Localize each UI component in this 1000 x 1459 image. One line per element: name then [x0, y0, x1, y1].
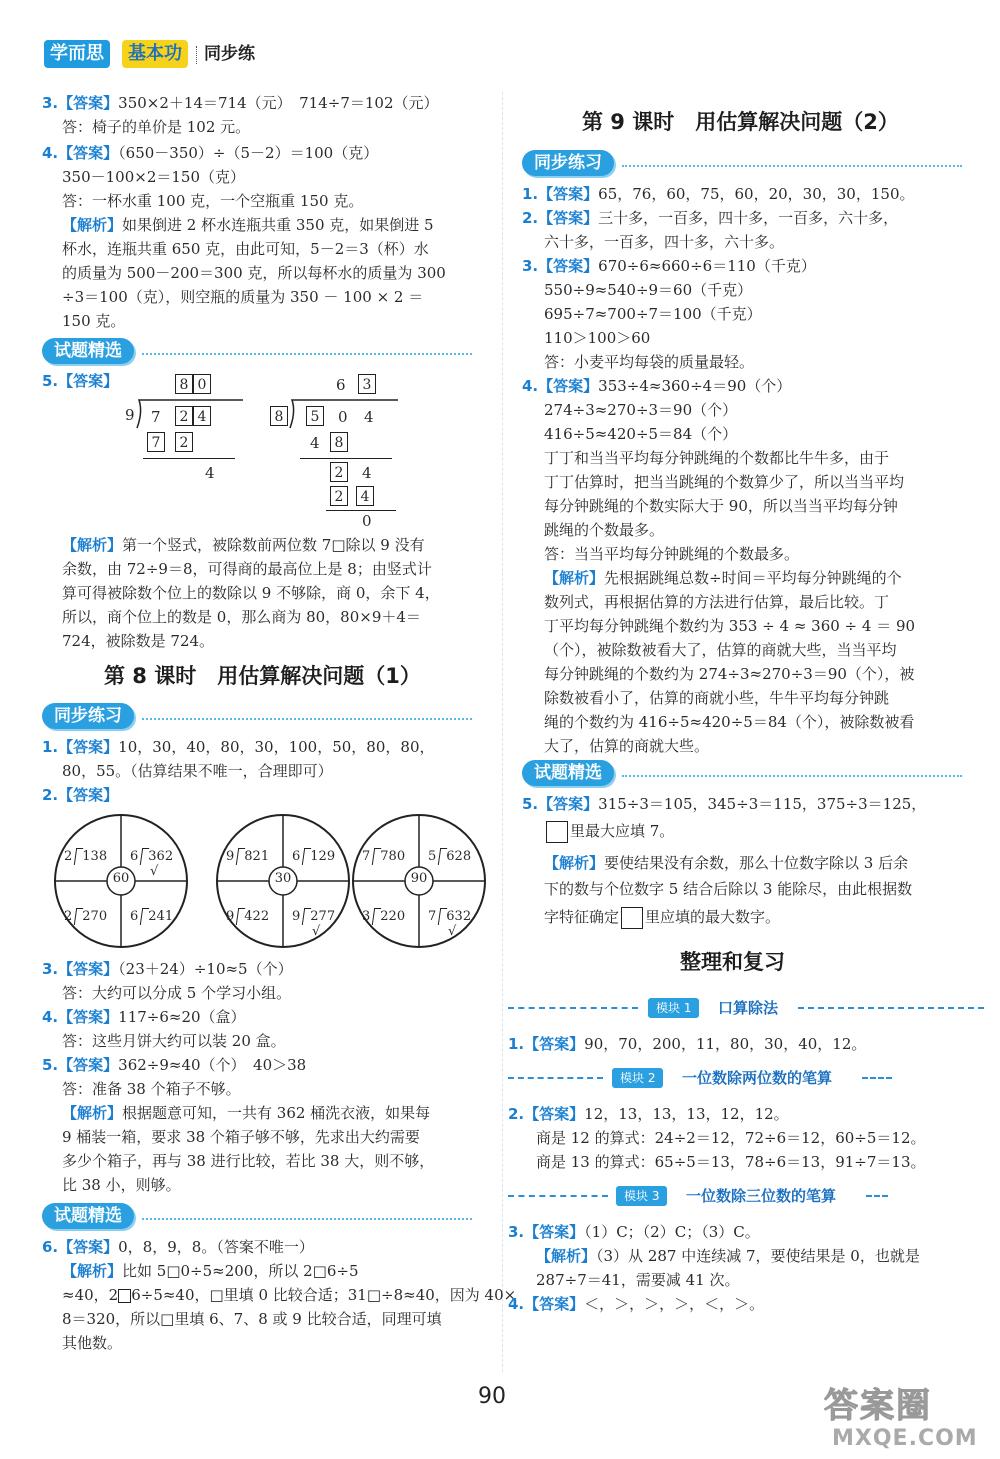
- explanation: [62, 534, 425, 556]
- explanation-text: 724，被除数是 724。: [62, 632, 215, 650]
- digit-box: 3: [358, 374, 376, 394]
- answer-tag: 【答案】: [58, 144, 119, 162]
- answer-5: [42, 1054, 306, 1076]
- division-line: [300, 458, 392, 459]
- answer-5: [42, 370, 118, 392]
- division-line: [143, 458, 235, 459]
- divisor: 7: [428, 909, 437, 924]
- division-cell: [226, 848, 269, 865]
- answer-2: [522, 207, 898, 229]
- digit-box: 5: [306, 406, 324, 426]
- answer-tag: 【答案】: [58, 960, 119, 978]
- explanation-text: 比如 5□0÷5≈200，所以 2□6÷5: [122, 1262, 359, 1280]
- explanation-text: 下的数与个位数字 5 结合后除以 3 能除尽，由此根据数: [544, 880, 913, 898]
- dividend: 270: [82, 909, 108, 924]
- explanation-text: 绳的个数约为 416÷5≈420÷5＝84（个），被除数被看: [544, 713, 915, 731]
- item-number: 3.: [508, 1223, 525, 1241]
- header: [44, 40, 304, 70]
- divisor: 2: [64, 909, 73, 924]
- dividend: 632: [446, 909, 472, 924]
- answer-text: 65，76，60，75，60，20，30，30，150。: [598, 185, 915, 203]
- answer-text: 答：一杯水重 100 克，一个空瓶重 150 克。: [62, 192, 364, 210]
- answer-text: 三十多，一百多，四十多，一百多，六十多，: [598, 209, 899, 227]
- division-circle: [214, 812, 352, 950]
- review-answer-2: [508, 1103, 789, 1125]
- answer-tag: 【答案】: [524, 1105, 585, 1123]
- division-cell: [292, 848, 335, 865]
- answer-text: 答：这些月饼大约可以装 20 盒。: [62, 1032, 286, 1050]
- answer-text: 答：准备 38 个箱子不够。: [62, 1080, 241, 1098]
- digit-box: 8: [270, 406, 288, 426]
- explanation-text: 9 桶装一箱，要求 38 个箱子够不够，先求出大约需要: [62, 1128, 420, 1146]
- banner-dots: [622, 775, 962, 779]
- page-number: 90: [478, 1384, 506, 1409]
- item-number: 5.: [42, 372, 59, 390]
- answer-3: [42, 92, 439, 114]
- item-number: 6.: [42, 1238, 59, 1256]
- lesson-title: 第 9 课时 用估算解决问题（2）: [582, 110, 899, 134]
- division-cell: [64, 848, 107, 865]
- quotient-digit: 6: [336, 376, 346, 394]
- dividend: 129: [310, 849, 336, 864]
- explanation-text: 数列式，再根据估算的方法进行估算，最后比较。丁: [544, 593, 890, 611]
- explanation-text: ÷3＝100（克），则空瓶的质量为 350 － 100 × 2 ＝: [62, 288, 424, 306]
- answer-text: 315÷3＝105，345÷3＝115，375÷3＝125，: [598, 795, 927, 813]
- explanation-text: [544, 906, 780, 929]
- answer-tag: 【答案】: [538, 257, 599, 275]
- module-title: 一位数除三位数的笔算: [686, 1187, 837, 1205]
- digit-box: 2: [330, 486, 348, 506]
- answer-text: 550÷9≈540÷9＝60（千克）: [544, 281, 753, 299]
- item-number: 3.: [522, 257, 539, 275]
- answer-text: 答：大约可以分成 5 个学习小组。: [62, 984, 292, 1002]
- division-cell: [362, 908, 405, 925]
- dividend: 220: [380, 909, 406, 924]
- module-title: 一位数除两位数的笔算: [682, 1069, 833, 1087]
- section-banner-selected: [522, 760, 972, 786]
- answer-text: 117÷6≈20（盒）: [118, 1008, 246, 1026]
- explanation-text: （个），被除数被看大了，估算的商就大些，当当平均: [544, 641, 897, 659]
- division-cell: [130, 908, 173, 925]
- answer-text: （650－350）÷（5－2）＝100（克）: [118, 144, 379, 162]
- review-answer-4: [508, 1293, 764, 1315]
- banner-dots: [142, 1218, 472, 1222]
- explanation-text: 多少个箱子，再与 38 进行比较，若比 38 大，则不够，: [62, 1152, 435, 1170]
- dash-line: [508, 1077, 603, 1079]
- answer-text: 110＞100＞60: [544, 329, 651, 347]
- watermark-logo: 答案圈: [824, 1386, 932, 1426]
- banner-dots: [622, 165, 962, 169]
- answer-1: [522, 183, 914, 205]
- check-mark: √: [312, 924, 321, 939]
- item-number: 2.: [522, 209, 539, 227]
- answer-text: [544, 820, 674, 843]
- digit-box: 7: [147, 432, 165, 452]
- divisor: 6: [130, 909, 139, 924]
- division-cell: [130, 848, 173, 865]
- explanation: [544, 852, 908, 874]
- answer-text: 362÷9≈40（个） 40＞38: [118, 1056, 307, 1074]
- division-cell: [428, 848, 471, 865]
- banner-label: 试题精选: [42, 1203, 134, 1229]
- module-title: 口算除法: [718, 999, 779, 1017]
- explanation-text: 根据题意可知，一共有 362 桶洗衣液，如果每: [122, 1104, 431, 1122]
- digit-box: 8: [330, 432, 348, 452]
- division-cell: [292, 908, 335, 925]
- brand-logo-1: 学而思: [44, 40, 110, 68]
- dash-line: [798, 1007, 984, 1009]
- item-number: 5.: [522, 795, 539, 813]
- explanation-text: 8＝320，所以□里填 6、7、8 或 9 比较合适，同理可填: [62, 1310, 442, 1328]
- watermark-url: MXQE.COM: [832, 1426, 978, 1451]
- digit-box: 8: [175, 374, 193, 394]
- answer-tag: 【答案】: [524, 1035, 585, 1053]
- watermark: [818, 1378, 994, 1454]
- item-number: 3.: [42, 960, 59, 978]
- banner-label: 试题精选: [522, 760, 614, 786]
- division-cell: [362, 848, 405, 865]
- banner-dots: [142, 718, 472, 722]
- circle-center-value: 60: [112, 871, 130, 886]
- answer-text: 12，13，13，13，12，12。: [584, 1105, 789, 1123]
- item-number: 1.: [42, 738, 59, 756]
- answer-tag: 【答案】: [524, 1223, 585, 1241]
- explanation-text: （3）从 287 中连续减 7，要使结果是 0，也就是: [596, 1247, 920, 1265]
- item-number: 2.: [42, 786, 59, 804]
- explanation-tag: 【解析】: [62, 1104, 123, 1122]
- answer-1: [42, 736, 434, 758]
- text: 里最大应填 7。: [570, 822, 675, 840]
- header-divider: [196, 46, 197, 64]
- answer-3: [522, 255, 816, 277]
- divisor: 9: [125, 406, 135, 424]
- divisor: 6: [130, 849, 139, 864]
- answer-4: [522, 375, 791, 397]
- answer-text: 670÷6≈660÷6＝110（千克）: [598, 257, 816, 275]
- explanation-text: 每分钟跳绳的个数约为 274÷3≈270÷3＝90（个），被: [544, 665, 915, 683]
- review-title: 整理和复习: [680, 950, 785, 974]
- blank-box: [546, 821, 568, 843]
- answer-tag: 【答案】: [538, 209, 599, 227]
- answer-text: 90，70，200，11，80，30，40，12。: [584, 1035, 867, 1053]
- answer-tag: 【答案】: [58, 786, 119, 804]
- explanation-tag: 【解析】: [62, 536, 123, 554]
- section-banner-practice: [522, 150, 972, 176]
- brand-logo-2: 基本功: [122, 40, 188, 68]
- item-number: 4.: [508, 1295, 525, 1313]
- dividend: 138: [82, 849, 108, 864]
- lesson-title: 第 8 课时 用估算解决问题（1）: [104, 664, 421, 688]
- item-number: 1.: [508, 1035, 525, 1053]
- answer-text: 0，8，9，8。（答案不唯一）: [118, 1238, 314, 1256]
- banner-label: 同步练习: [522, 150, 614, 176]
- dash-line: [862, 1077, 892, 1079]
- banner-label: 试题精选: [42, 338, 134, 364]
- answer-text: （23＋24）÷10≈5（个）: [118, 960, 293, 978]
- divisor: 9: [226, 849, 235, 864]
- answer-tag: 【答案】: [58, 1008, 119, 1026]
- item-number: 4.: [522, 377, 539, 395]
- module-1-header: [508, 998, 988, 1018]
- explanation: [62, 1102, 430, 1124]
- divisor: 5: [428, 849, 437, 864]
- dash-line: [508, 1195, 608, 1197]
- answer-3: [42, 958, 293, 980]
- explanation-text: 除数被看小了，估算的商就小些，牛牛平均每分钟跳: [544, 689, 890, 707]
- explanation: [62, 1260, 359, 1282]
- answer-4: [42, 142, 378, 164]
- division-cell: [64, 908, 107, 925]
- answer-tag: 【答案】: [58, 1238, 119, 1256]
- step-digit: 4: [310, 434, 320, 452]
- answer-tag: 【答案】: [58, 94, 119, 112]
- division-cell: [226, 908, 269, 925]
- module-2-header: [508, 1068, 988, 1088]
- column-divider: [502, 92, 503, 1372]
- dividend: 241: [148, 909, 174, 924]
- step-digit: 4: [362, 464, 372, 482]
- digit-box: 4: [193, 406, 211, 426]
- module-tag: 模块 3: [616, 1186, 667, 1206]
- division-circle: [52, 812, 190, 950]
- answer-text: 416÷5≈420÷5＝84（个）: [544, 425, 738, 443]
- answer-text: 695÷7≈700÷7＝100（千克）: [544, 305, 762, 323]
- review-answer-3: [508, 1221, 760, 1243]
- answer-tag: 【答案】: [538, 795, 599, 813]
- answer-text: 274÷3≈270÷3＝90（个）: [544, 401, 738, 419]
- check-mark: √: [448, 924, 457, 939]
- explanation-text: 287÷7＝41，需要减 41 次。: [536, 1271, 740, 1289]
- explanation-text: 要使结果没有余数，那么十位数字除以 3 后余: [604, 854, 909, 872]
- section-banner-practice: [42, 703, 482, 729]
- digit-box: 2: [175, 406, 193, 426]
- dash-line: [508, 1007, 638, 1009]
- answer-text: 答：椅子的单价是 102 元。: [62, 118, 251, 136]
- divisor: 9: [226, 909, 235, 924]
- text: 字特征确定: [544, 908, 620, 926]
- blank-box: [118, 1289, 131, 1303]
- explanation: [62, 214, 434, 236]
- answer-tag: 【答案】: [524, 1295, 585, 1313]
- explanation-tag: 【解析】: [62, 216, 123, 234]
- division-cell: [428, 908, 471, 925]
- answer-2: [42, 784, 118, 806]
- blank-box: [621, 907, 643, 929]
- explanation-text: 的质量为 500－200＝300 克，所以每杯水的质量为 300: [62, 264, 446, 282]
- dividend-digit: 7: [151, 408, 161, 426]
- dividend: 780: [380, 849, 406, 864]
- item-number: 3.: [42, 94, 59, 112]
- explanation-text: ≈40，2 6÷5≈40，□里填 0 比较合适；31□÷8≈40，因为 40×: [62, 1286, 517, 1304]
- explanation-tag: 【解析】: [536, 1247, 597, 1265]
- dividend: 628: [446, 849, 472, 864]
- explanation-text: 杯水，连瓶共重 650 克，由此可知，5－2＝3（杯）水: [62, 240, 429, 258]
- answer-4: [42, 1006, 246, 1028]
- module-tag: 模块 2: [612, 1068, 663, 1088]
- text: 2: [108, 1286, 119, 1304]
- circle-center-value: 90: [410, 871, 428, 886]
- answer-tag: 【答案】: [58, 738, 119, 756]
- dividend-digit: 0: [338, 408, 348, 426]
- answer-text: 丁丁估算时，把当当跳绳的个数算少了，所以当当平均: [544, 473, 905, 491]
- banner-dots: [142, 353, 472, 357]
- answer-tag: 【答案】: [58, 1056, 119, 1074]
- explanation-tag: 【解析】: [62, 1262, 123, 1280]
- section-banner-selected: [42, 338, 482, 364]
- digit-box: 0: [193, 374, 211, 394]
- explanation-text: 第一个竖式，被除数前两位数 7□除以 9 没有: [122, 536, 425, 554]
- explanation-text: 其他数。: [62, 1334, 123, 1352]
- explanation-tag: 【解析】: [544, 569, 605, 587]
- answer-tag: 【答案】: [538, 185, 599, 203]
- item-number: 4.: [42, 1008, 59, 1026]
- dividend: 821: [244, 849, 270, 864]
- divisor: 9: [292, 909, 301, 924]
- text: 里应填的最大数字。: [645, 908, 781, 926]
- answer-text: 商是 13 的算式：65÷5＝13，78÷6＝13，91÷7＝13。: [536, 1153, 926, 1171]
- answer-text: 350×2＋14＝714（元） 714÷7＝102（元）: [118, 94, 439, 112]
- answer-text: ＜，＞，＞，＞，＜，＞。: [584, 1295, 765, 1313]
- answer-text: 10，30，40，80，30，100，50，80，80，: [118, 738, 435, 756]
- answer-tag: 【答案】: [538, 377, 599, 395]
- item-number: 5.: [42, 1056, 59, 1074]
- answer-text: 六十多，一百多，四十多，六十多。: [544, 233, 785, 251]
- answer-text: 丁丁和当当平均每分钟跳绳的个数都比牛牛多，由于: [544, 449, 890, 467]
- item-number: 1.: [522, 185, 539, 203]
- check-mark: √: [150, 864, 159, 879]
- dash-line: [866, 1195, 888, 1197]
- divisor: 7: [362, 849, 371, 864]
- item-number: 4.: [42, 144, 59, 162]
- long-division-2: [270, 370, 400, 530]
- review-answer-1: [508, 1033, 866, 1055]
- answer-text: 350－100×2＝150（克）: [62, 168, 246, 186]
- text: 6÷5≈40，□里填 0 比较合适；31□÷8≈40，因为 40×: [131, 1286, 517, 1304]
- answer-text: 80，55。（估算结果不唯一，合理即可）: [62, 762, 333, 780]
- divisor: 6: [292, 849, 301, 864]
- digit-box: 4: [356, 486, 374, 506]
- division-line: [326, 510, 396, 511]
- module-3-header: [508, 1186, 988, 1206]
- answer-text: 353÷4≈360÷4＝90（个）: [598, 377, 792, 395]
- answer-tag: 【答案】: [58, 372, 119, 390]
- answer-text: 跳绳的个数最多。: [544, 521, 665, 539]
- item-number: 2.: [508, 1105, 525, 1123]
- answer-text: （1）C；（2）C；（3）C。: [584, 1223, 760, 1241]
- answer-5: [522, 793, 926, 815]
- explanation-text: 大了，估算的商就大些。: [544, 737, 710, 755]
- explanation-text: 先根据跳绳总数÷时间＝平均每分钟跳绳的个: [604, 569, 902, 587]
- answer-text: 商是 12 的算式：24÷2＝12，72÷6＝12，60÷5＝12。: [536, 1129, 926, 1147]
- divisor: 3: [362, 909, 371, 924]
- explanation-text: 丁平均每分钟跳绳个数约为 353 ÷ 4 ≈ 360 ÷ 4 ＝ 90: [544, 617, 916, 635]
- division-circle: [350, 812, 488, 950]
- answer-6: [42, 1236, 314, 1258]
- dividend-digit: 4: [364, 408, 374, 426]
- explanation-text: 如果倒进 2 杯水连瓶共重 350 克，如果倒进 5: [122, 216, 434, 234]
- remainder: 0: [362, 512, 372, 530]
- digit-box: 2: [175, 432, 193, 452]
- dividend: 422: [244, 909, 270, 924]
- brand-title: 同步练: [204, 44, 255, 64]
- answer-text: 答：当当平均每分钟跳绳的个数最多。: [544, 545, 800, 563]
- remainder: 4: [205, 464, 215, 482]
- explanation-text: 所以，商个位上的数是 0，那么商为 80，80×9＋4＝: [62, 608, 421, 626]
- divisor: 2: [64, 849, 73, 864]
- banner-label: 同步练习: [42, 703, 134, 729]
- explanation: [544, 567, 902, 589]
- explanation-text: 余数，由 72÷9＝8，可得商的最高位上是 8；由竖式计: [62, 560, 432, 578]
- circle-center-value: 30: [274, 871, 292, 886]
- explanation: [536, 1245, 920, 1267]
- explanation-text: 比 38 小，则够。: [62, 1176, 181, 1194]
- long-division-1: [125, 370, 245, 480]
- answer-text: 答：小麦平均每袋的质量最轻。: [544, 353, 755, 371]
- digit-box: 2: [330, 462, 348, 482]
- explanation-text: 算可得被除数个位上的数除以 9 不够除，商 0，余下 4，: [62, 584, 440, 602]
- module-tag: 模块 1: [648, 998, 699, 1018]
- dividend: 362: [148, 849, 174, 864]
- explanation-tag: 【解析】: [544, 854, 605, 872]
- dividend: 277: [310, 909, 336, 924]
- section-banner-selected: [42, 1203, 482, 1229]
- explanation-text: 150 克。: [62, 312, 126, 330]
- answer-text: 每分钟跳绳的个数实际大于 90，所以当当平均每分钟: [544, 497, 898, 515]
